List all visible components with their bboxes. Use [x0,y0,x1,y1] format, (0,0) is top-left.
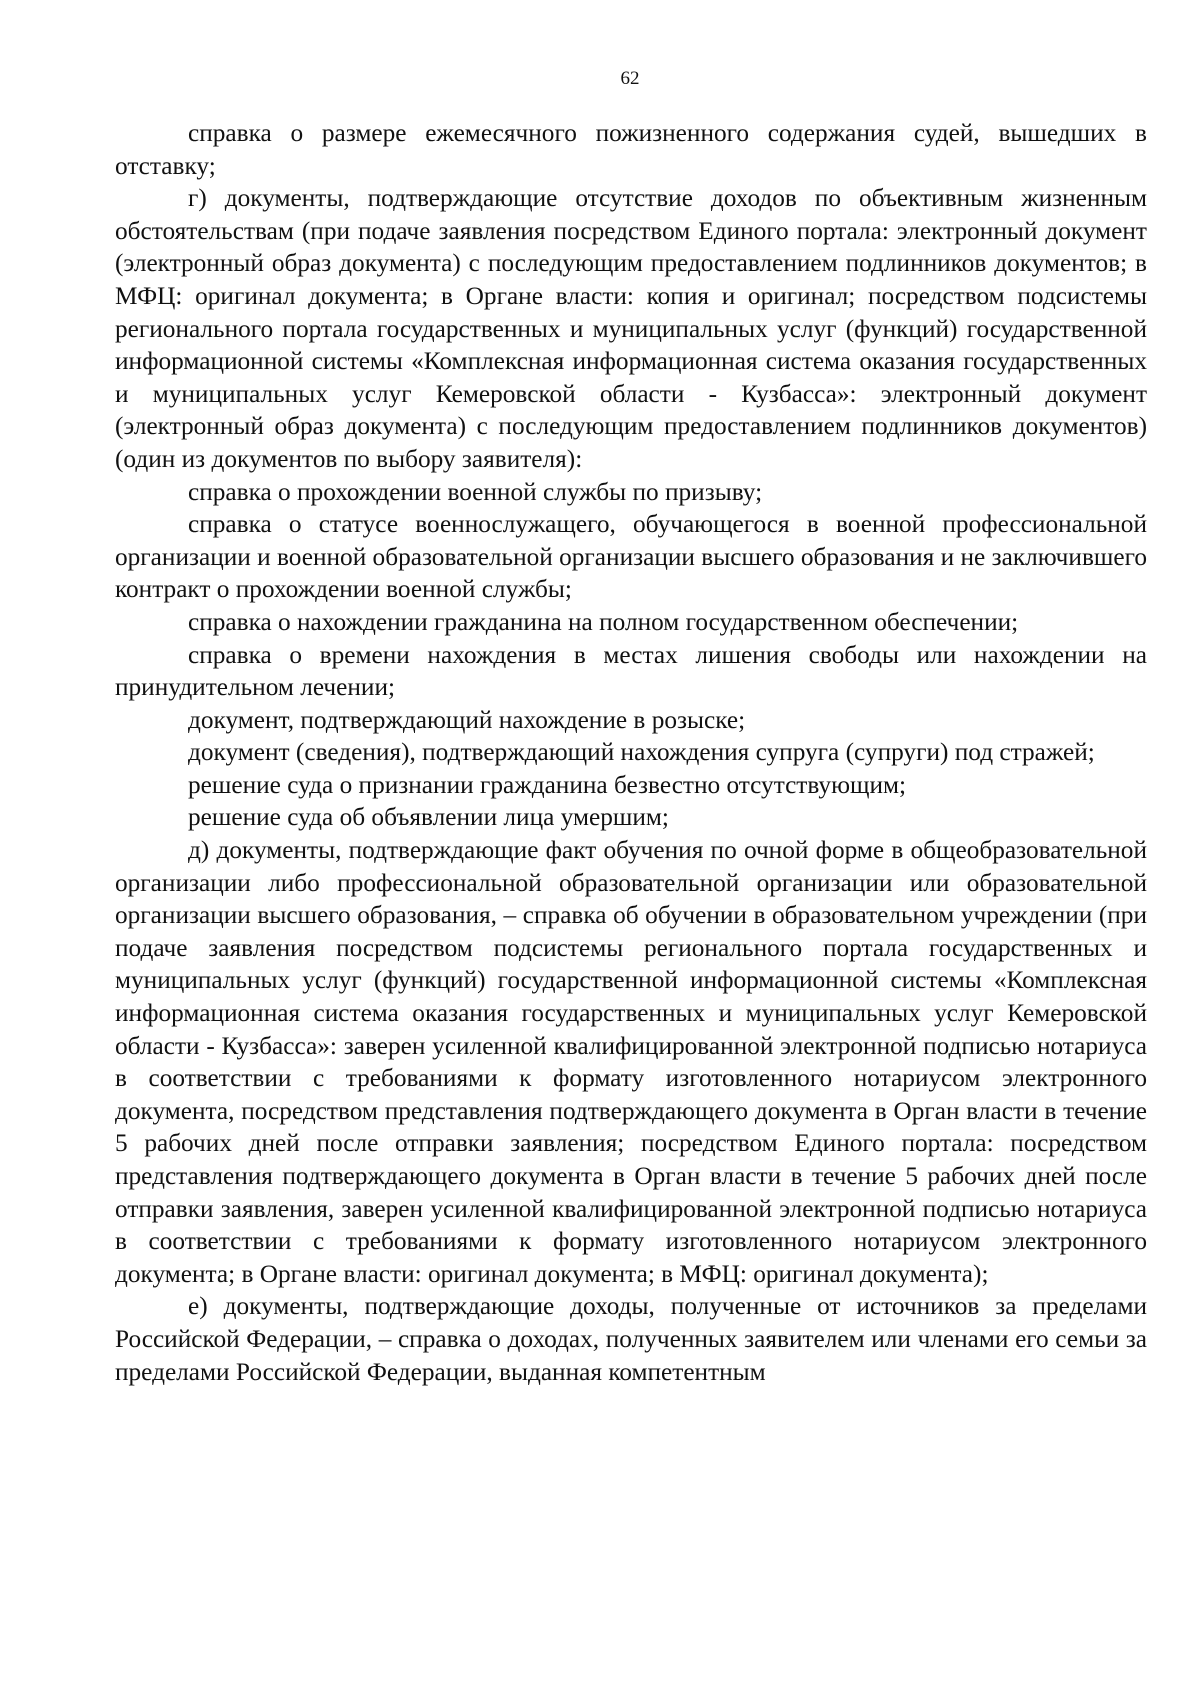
paragraph-military-service-certificate: справка о прохождении военной службы по призыву; [188,477,763,506]
paragraph-wanted-document: документ, подтверждающий нахождение в розыске; [188,705,746,734]
paragraph-g-no-income-documents: г) документы, подтверждающие отсутствие доходов по объективным жизненным обстоятельствам (при подаче заявления посредством Единого портала: электронный документ (электронный образ документа) с последующим предоставлением подлинников документов; в МФЦ: оригинал документа; в Органе власти: копия и оригинал; посредством подсистемы регионального портала государственных и муниципальных услуг (функций) государственной информационной системы «Комплексная информационная система оказания государственных и муниципальных услуг Кемеровской области - Кузбасса»: электронный документ (электронный образ документа) с последующим предоставлением подлинников документов) (один из документов по выбору заявителя): [115,184,1147,473]
paragraph-d-full-time-study-documents: д) документы, подтверждающие факт обучения по очной форме в общеобразовательной организации либо профессиональной образовательной организации или образовательной организации высшего образования, – справка об обучении в образовательном учреждении (при подаче заявления посредством подсистемы регионального портала государственных и муниципальных услуг (функций) государственной информационной системы «Комплексная информационная система оказания государственных и муниципальных услуг Кемеровской области - Кузбасса»: заверен усиленной квалифицированной электронной подписью нотариуса в соответствии с требованиями к формату изготовленного нотариусом электронного документа, посредством представления подтверждающего документа в Орган власти в течение 5 рабочих дней после отправки заявления; посредством Единого портала: посредством представления подтверждающего документа в Орган власти в течение 5 рабочих дней после отправки заявления, заверен усиленной квалифицированной электронной подписью нотариуса в соответствии с требованиями к формату изготовленного нотариусом электронного документа; в Органе власти: оригинал документа; в МФЦ: оригинал документа); [115,836,1147,1288]
document-body [115,117,1147,1388]
paragraph-retired-judges-allowance: справка о размере ежемесячного пожизненного содержания судей, вышедших в отставку; [115,119,1147,180]
page-number: 62 [620,68,640,89]
paragraph-detention-certificate: справка о времени нахождения в местах лишения свободы или нахождении на принудительном лечении; [115,640,1147,702]
paragraph-missing-person-ruling: решение суда о признании гражданина безвестно отсутствующим; [188,770,907,799]
paragraph-military-student-certificate: справка о статусе военнослужащего, обучающегося в военной профессиональной организации и военной образовательной организации высшего образования и не заключившего контракт о прохождении военной службы; [115,510,1147,604]
paragraph-state-support-certificate: справка о нахождении гражданина на полном государственном обеспечении; [188,607,1019,636]
paragraph-spouse-custody-document: документ (сведения), подтверждающий нахождения супруга (супруги) под стражей; [188,738,1095,767]
paragraph-deceased-person-ruling: решение суда об объявлении лица умершим; [188,803,669,832]
paragraph-e-foreign-income-documents: е) документы, подтверждающие доходы, полученные от источников за пределами Российской Федерации, – справка о доходах, полученных заявителем или членами его семьи за пределами Российской Федерации, выданная компетентным [115,1292,1147,1386]
